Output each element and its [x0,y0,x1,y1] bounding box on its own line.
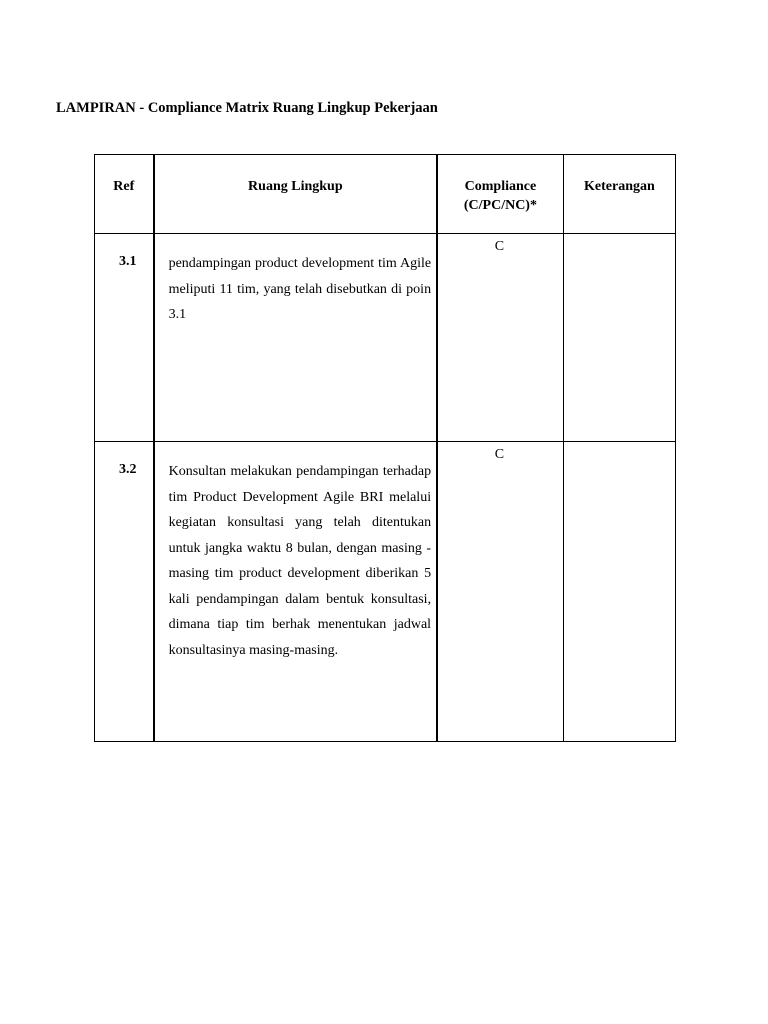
compliance-matrix-table [94,154,676,742]
header-compliance-label [438,155,563,215]
row-scope-text: Konsultan melakukan pendampingan terhadap tim Product Development Agile BRI melalui kegiatan konsultasi yang telah ditentukan untuk jangka waktu 8 bulan, dengan masing - masing tim product development diberikan 5 kali pendampingan dalam bentuk konsultasi, dimana tiap tim berhak menentukan jadwal konsultasinya masing-masing. [168,464,432,658]
row-ref-cell [95,234,154,442]
row-notes-cell [563,442,675,742]
header-notes [563,155,675,234]
row-scope-cell [154,234,437,442]
row-ref: 3.1 [119,254,137,269]
header-scope [154,155,437,234]
header-ref-label: Ref [113,179,135,194]
table-row [95,234,676,442]
row-compliance-value: C [494,239,505,254]
header-compliance [437,155,563,234]
row-ref-cell [95,442,154,742]
header-compliance-line2: (C/PC/NC)* [463,198,537,213]
header-compliance-line1: Compliance [464,179,537,194]
table-header-row [95,155,676,234]
document-title: LAMPIRAN - Compliance Matrix Ruang Lingkup Pekerjaan [56,100,438,116]
row-scope-text: pendampingan product development tim Agile meliputi 11 tim, yang telah disebutkan di poin 3.1 [168,256,432,322]
row-ref: 3.2 [119,462,137,477]
row-notes-cell [563,234,675,442]
header-notes-label: Keterangan [584,179,655,194]
row-compliance-cell [437,234,563,442]
row-scope-cell [154,442,437,742]
table-row [95,442,676,742]
row-compliance-value: C [494,447,505,462]
header-scope-label: Ruang Lingkup [248,179,343,194]
row-compliance-cell [437,442,563,742]
header-ref [95,155,154,234]
